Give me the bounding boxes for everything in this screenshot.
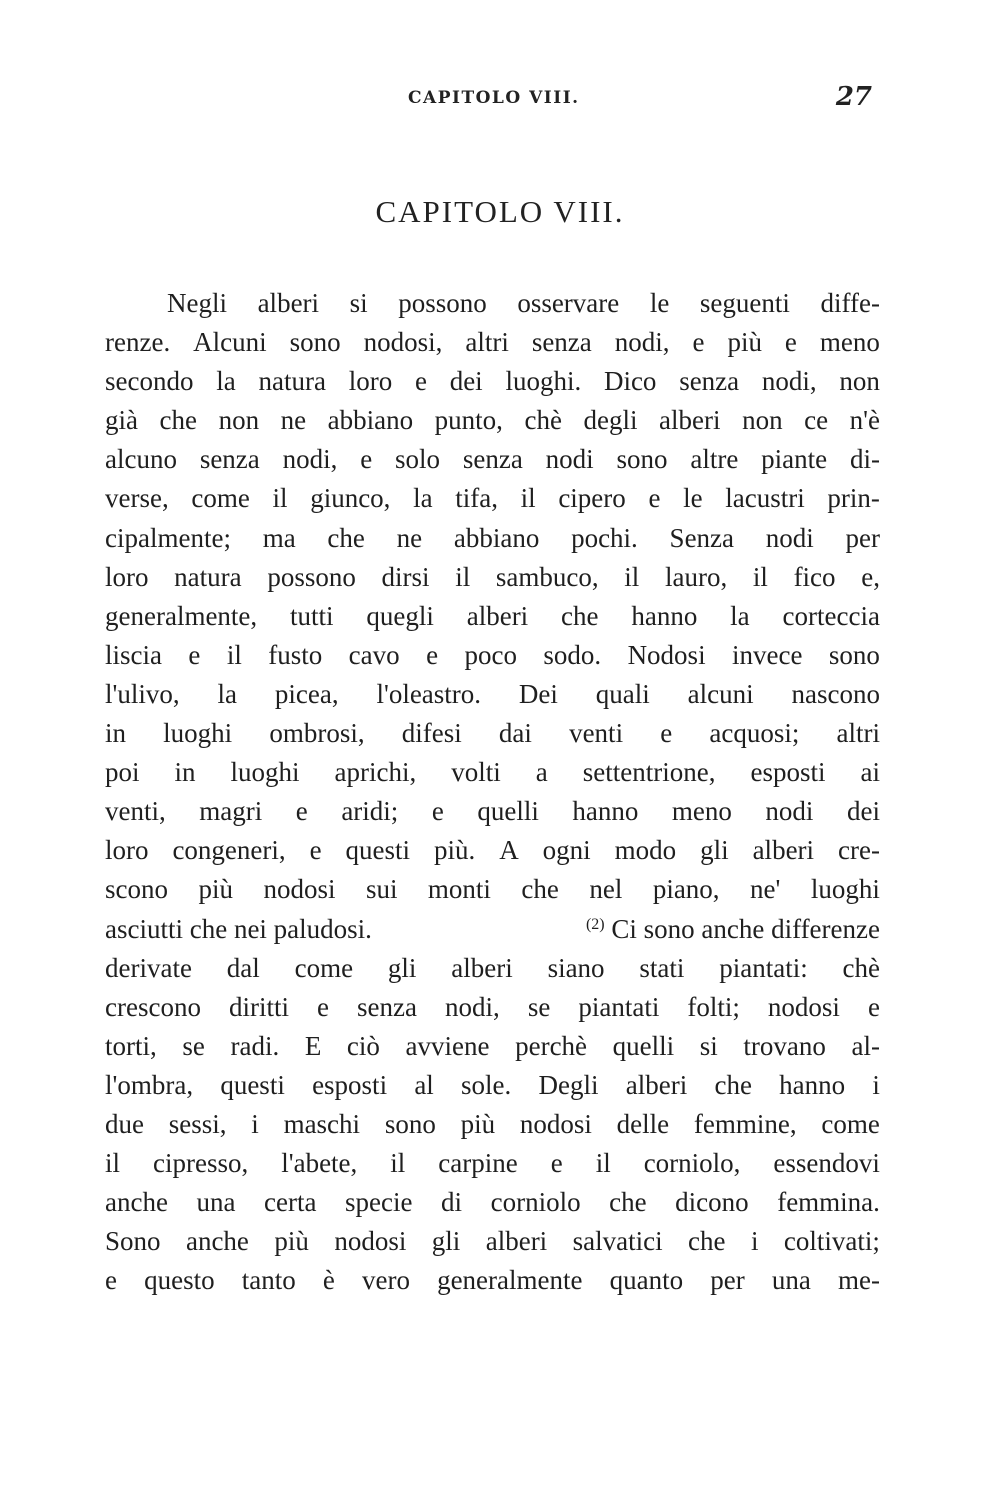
word: tutti xyxy=(290,600,334,631)
text-line xyxy=(105,1027,880,1066)
word: cipresso, xyxy=(153,1148,249,1179)
word: dei xyxy=(846,796,880,827)
word: corniolo xyxy=(490,1187,581,1218)
word: non xyxy=(218,405,260,436)
word: gli xyxy=(431,1226,461,1257)
word: a xyxy=(535,757,548,788)
text-line xyxy=(105,597,880,636)
word: come xyxy=(294,952,354,983)
text-line xyxy=(105,792,880,831)
text-line xyxy=(105,1261,880,1300)
word: quanto xyxy=(609,1265,684,1296)
word: alberi xyxy=(485,1226,548,1257)
word: anche xyxy=(105,1187,168,1218)
word: lacustri xyxy=(725,483,805,514)
word: piano, xyxy=(652,874,720,905)
word: una xyxy=(771,1265,811,1296)
word: esposti xyxy=(312,1069,388,1100)
word: ma xyxy=(262,522,296,553)
word: i xyxy=(872,1069,880,1100)
word: l'oleastro. xyxy=(376,678,482,709)
word: e xyxy=(550,1148,563,1179)
running-header xyxy=(0,82,1000,118)
word: diffe- xyxy=(820,288,880,318)
word: gli xyxy=(700,835,729,866)
word: diritti xyxy=(228,991,289,1022)
text-line xyxy=(105,323,880,362)
page-number: 27 xyxy=(835,82,872,112)
word: Dei xyxy=(518,678,558,709)
word: generalmente xyxy=(437,1265,583,1296)
text-line xyxy=(105,636,880,675)
word: monti xyxy=(427,874,491,905)
word: alcuno xyxy=(105,444,177,475)
word: modo xyxy=(614,835,677,866)
text-line xyxy=(105,440,880,479)
word: loro xyxy=(105,835,149,866)
word: per xyxy=(710,1265,745,1296)
word: piante xyxy=(761,444,828,475)
text-line xyxy=(105,949,880,988)
word: congeneri, xyxy=(172,835,286,866)
word: folti; xyxy=(687,991,740,1022)
word: dirsi xyxy=(381,561,430,592)
word: torti, xyxy=(105,1030,157,1061)
word: che xyxy=(714,1069,752,1100)
word: punto, xyxy=(434,405,503,436)
word: abbiano xyxy=(453,522,540,553)
word: fusto xyxy=(268,639,323,670)
word: nodi, xyxy=(614,327,670,358)
word: quelli xyxy=(612,1030,675,1061)
word: nodi xyxy=(545,444,594,475)
word: loro xyxy=(105,561,149,592)
word: tanto xyxy=(241,1265,296,1296)
text-line xyxy=(105,519,880,558)
word: e xyxy=(295,796,308,827)
word: possono xyxy=(398,288,487,318)
word: il xyxy=(390,1148,406,1179)
word: le xyxy=(649,288,670,318)
word: osservare xyxy=(517,288,620,318)
word: il xyxy=(624,561,640,592)
word: invece xyxy=(732,639,803,670)
text-line xyxy=(105,870,880,909)
word: luoghi. xyxy=(505,366,582,397)
word: meno xyxy=(819,327,880,358)
word: e xyxy=(188,639,201,670)
word: generalmente, xyxy=(105,600,258,631)
word: ne xyxy=(396,522,423,553)
word: altre xyxy=(690,444,739,475)
word: si xyxy=(349,288,368,318)
word: degli xyxy=(583,405,638,436)
text-line xyxy=(105,1183,880,1222)
word: prin- xyxy=(827,483,880,514)
word: in xyxy=(105,718,127,749)
word: venti, xyxy=(105,796,166,827)
word: il xyxy=(105,1148,121,1179)
word: più. xyxy=(434,835,476,866)
word: nodi, xyxy=(761,366,817,397)
text-line xyxy=(105,714,880,753)
word: luoghi xyxy=(810,874,880,905)
word: dicono xyxy=(675,1187,749,1218)
word: non xyxy=(742,405,783,436)
word: carpine xyxy=(438,1148,518,1179)
word: sono xyxy=(384,1108,436,1139)
word: chè xyxy=(524,405,562,436)
word: la xyxy=(730,600,750,631)
word: gli xyxy=(387,952,417,983)
word: delle xyxy=(616,1108,670,1139)
word: difesi xyxy=(401,718,462,749)
word: ogni xyxy=(542,835,591,866)
word: siano xyxy=(547,952,605,983)
word: tifa, xyxy=(455,483,498,514)
word: poi xyxy=(105,757,140,788)
word: l'ulivo, xyxy=(105,678,180,709)
word: più xyxy=(198,874,233,905)
word: sono xyxy=(289,327,341,358)
word: l'ombra, xyxy=(105,1069,194,1100)
word: alberi xyxy=(257,288,320,318)
text-line xyxy=(105,284,880,323)
word: liscia xyxy=(105,639,162,670)
word: e xyxy=(431,796,444,827)
word: e xyxy=(660,718,673,749)
word: le xyxy=(683,483,703,514)
word: il xyxy=(226,639,242,670)
text-line xyxy=(105,675,880,714)
word: natura xyxy=(258,366,326,397)
word: e xyxy=(867,991,880,1022)
word: sambuco, xyxy=(495,561,599,592)
word: senza xyxy=(679,366,740,397)
word: e xyxy=(105,1265,117,1296)
word: Negli xyxy=(167,288,227,318)
word: già xyxy=(105,405,138,436)
footnote-marker: (2) xyxy=(585,915,605,933)
word: seguenti xyxy=(699,288,790,318)
word: derivate xyxy=(105,952,192,983)
word: i xyxy=(750,1226,759,1257)
text-line xyxy=(105,362,880,401)
word: aprichi, xyxy=(334,757,417,788)
word: corteccia xyxy=(782,600,880,631)
word: Sono xyxy=(105,1226,161,1257)
word: e, xyxy=(861,561,880,592)
word: possono xyxy=(267,561,356,592)
word: Dico xyxy=(603,366,657,397)
word: ce xyxy=(804,405,829,436)
word: corniolo, xyxy=(643,1148,741,1179)
word: cipalmente; xyxy=(105,522,231,553)
text-line-part: asciutti che nei paludosi. xyxy=(105,913,372,944)
word: in xyxy=(174,757,196,788)
word: femmina. xyxy=(777,1187,880,1218)
word: trovano xyxy=(743,1030,826,1061)
word: abbiano xyxy=(327,405,414,436)
word: nel xyxy=(589,874,623,905)
word: nodosi xyxy=(767,991,840,1022)
word: che xyxy=(688,1226,726,1257)
word: specie xyxy=(345,1187,413,1218)
word: nodosi xyxy=(263,874,336,905)
word: dal xyxy=(226,952,260,983)
word: secondo xyxy=(105,366,194,397)
word: nascono xyxy=(791,678,880,709)
word: che xyxy=(327,522,365,553)
word: sole. xyxy=(461,1069,512,1100)
text-line xyxy=(105,479,880,518)
word: nodi, xyxy=(282,444,338,475)
word: avviene xyxy=(405,1030,490,1061)
text-line xyxy=(105,401,880,440)
word: picea, xyxy=(274,678,339,709)
word: esposti xyxy=(750,757,826,788)
word: A xyxy=(499,835,519,866)
word: sui xyxy=(365,874,398,905)
word: cre- xyxy=(838,835,880,866)
word: di xyxy=(441,1187,463,1218)
word: il xyxy=(455,561,471,592)
word: e xyxy=(309,835,322,866)
word: di- xyxy=(849,444,880,475)
word: il xyxy=(272,483,288,514)
word: al xyxy=(414,1069,434,1100)
word: sono xyxy=(616,444,668,475)
word: Senza xyxy=(669,522,735,553)
word: e xyxy=(414,366,427,397)
word: che xyxy=(561,600,599,631)
text-line-part: Ci sono anche differenze xyxy=(604,913,880,944)
word: aridi; xyxy=(341,796,399,827)
word: i xyxy=(251,1108,259,1139)
word: dei xyxy=(449,366,483,397)
word: salvatici xyxy=(572,1226,663,1257)
chapter-title: CAPITOLO VIII. xyxy=(375,194,625,229)
word: quelli xyxy=(477,796,539,827)
word: volti xyxy=(451,757,501,788)
word: fico xyxy=(793,561,836,592)
word: poco xyxy=(464,639,517,670)
word: venti xyxy=(569,718,624,749)
word: piantati: xyxy=(719,952,808,983)
word: essendovi xyxy=(773,1148,880,1179)
text-line xyxy=(105,1105,880,1144)
word: luoghi xyxy=(163,718,233,749)
word: ai xyxy=(860,757,880,788)
word: magri xyxy=(199,796,263,827)
word: E xyxy=(304,1030,322,1061)
word: che xyxy=(609,1187,647,1218)
word: nodi, xyxy=(445,991,500,1022)
word: maschi xyxy=(283,1108,361,1139)
word: alberi xyxy=(752,835,815,866)
word: che xyxy=(159,405,198,436)
word: come xyxy=(191,483,250,514)
word: n'è xyxy=(849,405,880,436)
word: nodosi xyxy=(334,1226,407,1257)
word: questi xyxy=(220,1069,285,1100)
word: più xyxy=(460,1108,496,1139)
word: Alcuni xyxy=(193,327,267,358)
word: cavo xyxy=(348,639,400,670)
word: e xyxy=(692,327,705,358)
word: certa xyxy=(264,1187,317,1218)
word: nodosi xyxy=(519,1108,592,1139)
body-text xyxy=(105,284,880,1300)
word: alberi xyxy=(625,1069,688,1100)
word: scono xyxy=(105,874,168,905)
text-line xyxy=(105,988,880,1027)
word: Nodosi xyxy=(627,639,706,670)
word: il xyxy=(752,561,768,592)
footnote-group xyxy=(586,910,880,949)
word: hanno xyxy=(779,1069,846,1100)
word: la xyxy=(413,483,433,514)
word: sono xyxy=(828,639,880,670)
word: si xyxy=(699,1030,718,1061)
word: nodi xyxy=(765,796,814,827)
word: vero xyxy=(361,1265,410,1296)
word: nodosi, xyxy=(363,327,443,358)
word: questo xyxy=(144,1265,215,1296)
word: senza xyxy=(199,444,260,475)
word: senza xyxy=(531,327,592,358)
word: solo xyxy=(395,444,441,475)
word: il xyxy=(595,1148,611,1179)
word: loro xyxy=(348,366,393,397)
word: settentrione, xyxy=(582,757,716,788)
word: e xyxy=(317,991,329,1022)
word: più xyxy=(727,327,762,358)
text-line xyxy=(105,753,880,792)
word: sodo. xyxy=(543,639,602,670)
word: alberi xyxy=(451,952,513,983)
word: pochi. xyxy=(571,522,638,553)
word: la xyxy=(216,366,236,397)
word: e xyxy=(784,327,797,358)
word: anche xyxy=(185,1226,249,1257)
word: al- xyxy=(851,1030,880,1061)
word: è xyxy=(322,1265,335,1296)
word: stati xyxy=(639,952,685,983)
word: ne xyxy=(280,405,307,436)
word: come xyxy=(821,1108,880,1139)
word: radi. xyxy=(230,1030,280,1061)
text-line xyxy=(105,1066,880,1105)
word: piantati xyxy=(578,991,660,1022)
word: l'abete, xyxy=(281,1148,358,1179)
word: quegli xyxy=(366,600,434,631)
word: e xyxy=(360,444,373,475)
word: meno xyxy=(671,796,732,827)
word: acquosi; xyxy=(709,718,800,749)
word: renze. xyxy=(105,327,171,358)
word: altri xyxy=(836,718,880,749)
word: nodi xyxy=(765,522,814,553)
text-line-with-footnote xyxy=(105,910,880,949)
word: hanno xyxy=(572,796,639,827)
word: perchè xyxy=(515,1030,588,1061)
word: alberi xyxy=(659,405,721,436)
word: ombrosi, xyxy=(269,718,365,749)
word: altri xyxy=(465,327,509,358)
word: dai xyxy=(498,718,532,749)
word: me- xyxy=(837,1265,880,1296)
text-line xyxy=(105,558,880,597)
text-line xyxy=(105,831,880,870)
word: hanno xyxy=(631,600,698,631)
word: quali xyxy=(595,678,650,709)
word: cipero xyxy=(558,483,626,514)
word: se xyxy=(527,991,551,1022)
word: e xyxy=(648,483,661,514)
word: e xyxy=(426,639,439,670)
word: il xyxy=(520,483,536,514)
word: che xyxy=(521,874,559,905)
word: questi xyxy=(345,835,411,866)
word: ciò xyxy=(346,1030,380,1061)
word: lauro, xyxy=(664,561,728,592)
word: sessi, xyxy=(168,1108,227,1139)
word: chè xyxy=(842,952,880,983)
word: femmine, xyxy=(693,1108,797,1139)
word: natura xyxy=(174,561,242,592)
word: più xyxy=(274,1226,309,1257)
word: luoghi xyxy=(230,757,300,788)
word: Degli xyxy=(538,1069,599,1100)
word: se xyxy=(182,1030,205,1061)
word: verse, xyxy=(105,483,169,514)
word: alcuni xyxy=(687,678,754,709)
word: una xyxy=(196,1187,236,1218)
text-line xyxy=(105,1222,880,1261)
word: crescono xyxy=(105,991,201,1022)
text-line xyxy=(105,1144,880,1183)
word: senza xyxy=(357,991,417,1022)
running-title: CAPITOLO VIII. xyxy=(408,88,580,108)
word: la xyxy=(217,678,237,709)
word: senza xyxy=(462,444,523,475)
word: alberi xyxy=(466,600,529,631)
word: ne' xyxy=(750,874,781,905)
word: due xyxy=(105,1108,144,1139)
word: non xyxy=(839,366,880,397)
word: per xyxy=(845,522,880,553)
word: coltivati; xyxy=(783,1226,880,1257)
word: giunco, xyxy=(310,483,391,514)
